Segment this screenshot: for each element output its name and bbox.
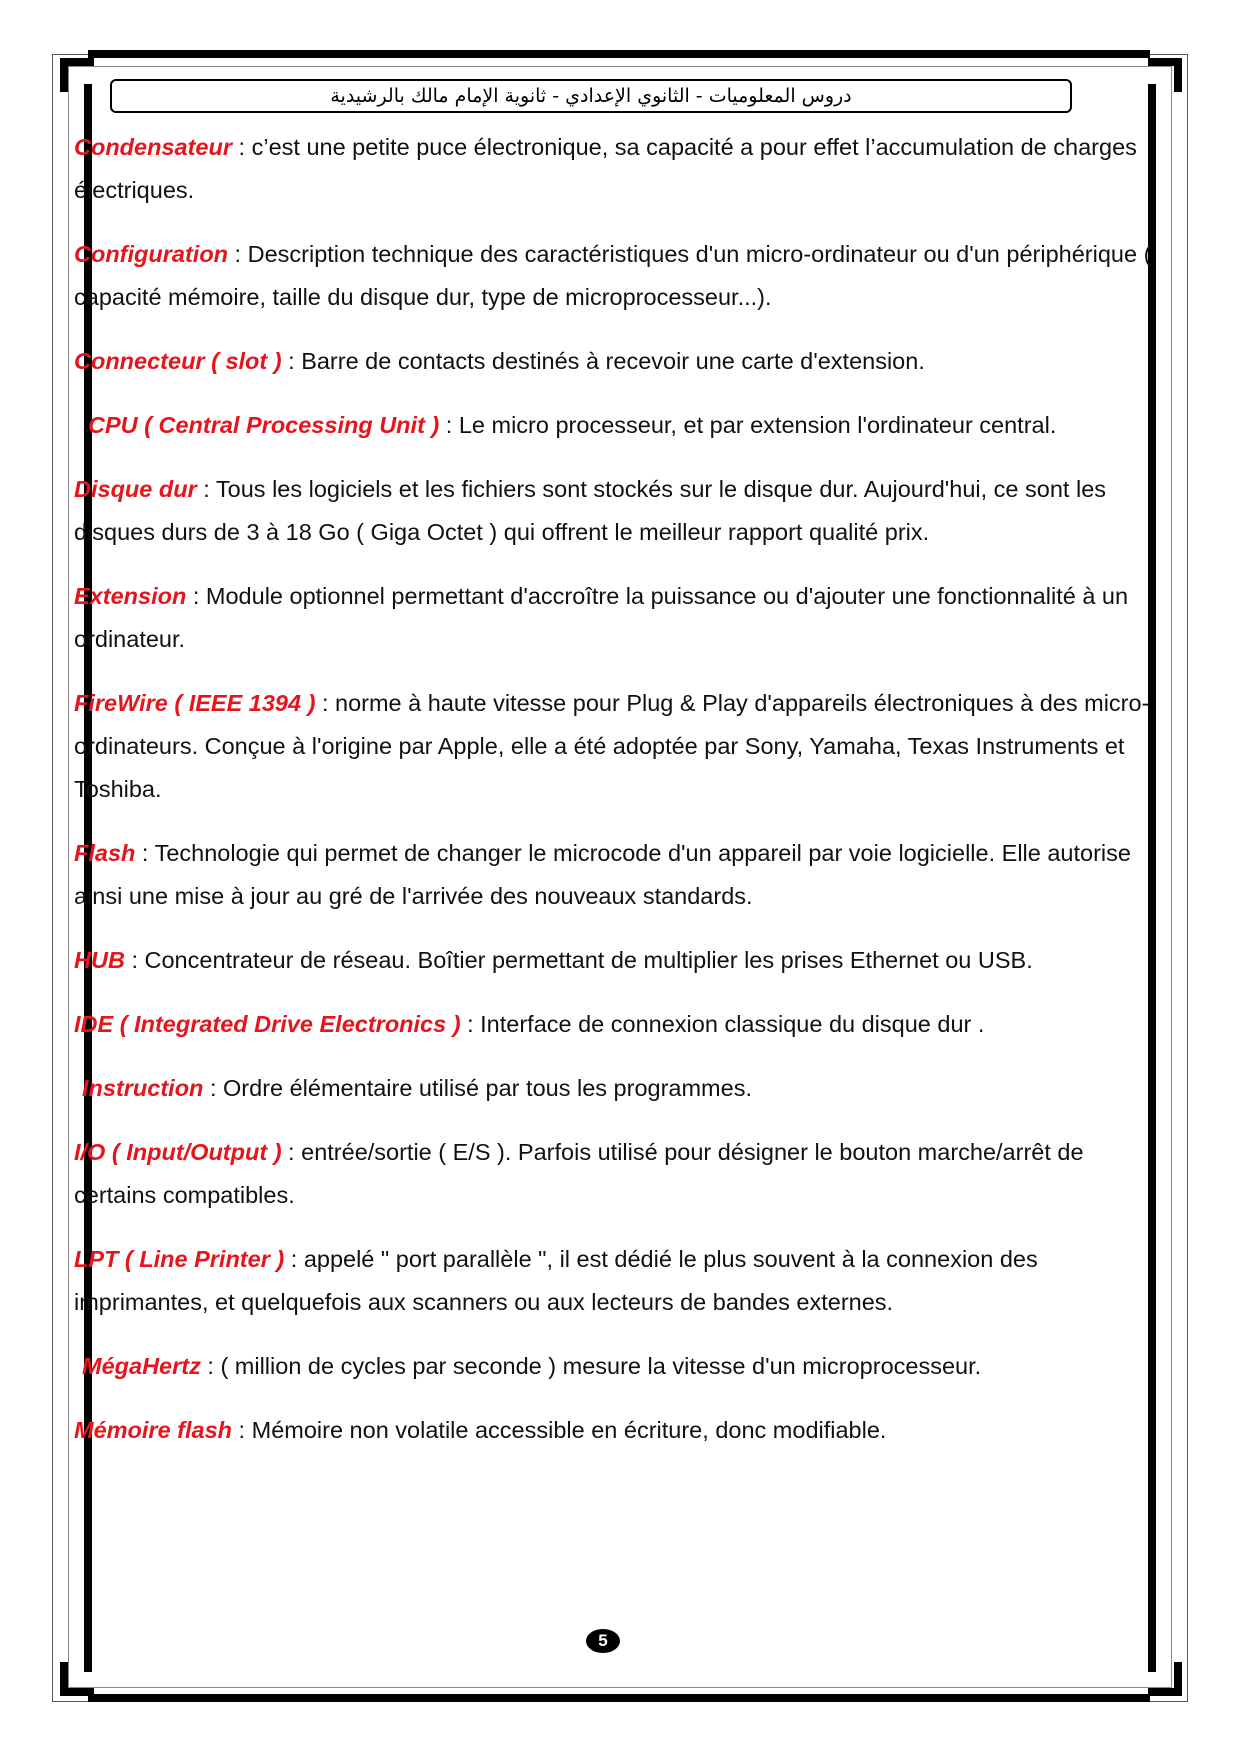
glossary-entry — [74, 832, 1170, 918]
glossary-definition: norme à haute vitesse pour Plug & Play d'appareils électroniques à des micro-ordinateurs. Conçue à l'origine par Apple, elle a été adoptée par Sony, Yamaha, Texas Instruments et Toshiba. — [74, 690, 1150, 802]
glossary-term: HUB — [74, 947, 125, 973]
glossary-definition: Technologie qui permet de changer le microcode d'un appareil par voie logicielle. Elle autorise ainsi une mise à jour au gré de l'arrivée des nouveaux standards. — [74, 840, 1131, 909]
glossary-definition: Ordre élémentaire utilisé par tous les programmes. — [223, 1075, 752, 1101]
glossary-term: LPT ( Line Printer ) — [74, 1246, 285, 1272]
page-header — [110, 79, 1072, 113]
glossary-definition: entrée/sortie ( E/S ). Parfois utilisé pour désigner le bouton marche/arrêt de certains compatibles. — [74, 1139, 1084, 1208]
header-title: دروس المعلوميات - الثانوي الإعدادي - ثانوية الإمام مالك بالرشيدية — [330, 85, 852, 107]
glossary-entry — [74, 404, 1170, 447]
frame-top-bar — [88, 50, 1150, 58]
glossary-definition: Tous les logiciels et les fichiers sont stockés sur le disque dur. Aujourd'hui, ce sont les disques durs de 3 à 18 Go ( Giga Octet ) qui offrent le meilleur rapport qualité prix. — [74, 476, 1107, 545]
glossary-definition: c’est une petite puce électronique, sa capacité a pour effet l’accumulation de charges électriques. — [74, 134, 1137, 203]
term-separator: : — [284, 1246, 304, 1272]
glossary-entry — [74, 1131, 1170, 1217]
term-separator: : — [315, 690, 336, 716]
glossary-content — [74, 126, 1170, 1473]
frame-corner-top-left — [60, 58, 94, 92]
term-separator: : — [232, 134, 252, 160]
glossary-entry — [74, 1238, 1170, 1324]
glossary-term: Configuration — [74, 241, 229, 267]
glossary-definition: Concentrateur de réseau. Boîtier permettant de multiplier les prises Ethernet ou USB. — [144, 947, 1033, 973]
glossary-term: FireWire ( IEEE 1394 ) — [74, 690, 316, 716]
glossary-definition: Module optionnel permettant d'accroître la puissance ou d'ajouter une fonctionnalité à un ordinateur. — [74, 583, 1129, 652]
term-separator: : — [460, 1011, 481, 1037]
frame-bottom-bar — [88, 1694, 1150, 1702]
term-separator: : — [281, 1139, 302, 1165]
glossary-definition: Le micro processeur, et par extension l'ordinateur central. — [458, 412, 1057, 438]
glossary-term: MégaHertz — [82, 1353, 201, 1379]
term-separator: : — [203, 1075, 224, 1101]
glossary-term: Extension — [74, 583, 187, 609]
frame-corner-bottom-left — [60, 1662, 94, 1696]
glossary-entry — [74, 575, 1170, 661]
page-number-badge — [586, 1629, 620, 1653]
glossary-term: Connecteur ( slot ) — [74, 348, 282, 374]
term-separator: : — [196, 476, 216, 502]
glossary-definition: Barre de contacts destinés à recevoir une carte d'extension. — [301, 348, 925, 374]
glossary-entry — [74, 126, 1170, 212]
glossary-term: IDE ( Integrated Drive Electronics ) — [74, 1011, 461, 1037]
glossary-entry — [74, 233, 1170, 319]
frame-corner-bottom-right — [1148, 1662, 1182, 1696]
term-separator: : — [186, 583, 206, 609]
term-separator: : — [232, 1417, 252, 1443]
glossary-definition: appelé " port parallèle ", il est dédié le plus souvent à la connexion des imprimantes, et quelquefois aux scanners ou aux lecteurs de bandes externes. — [74, 1246, 1038, 1315]
glossary-entry — [74, 1067, 1170, 1110]
term-separator: : — [439, 412, 459, 438]
glossary-term: Instruction — [82, 1075, 204, 1101]
page-number: 5 — [598, 1631, 608, 1650]
glossary-term: I/O ( Input/Output ) — [74, 1139, 282, 1165]
glossary-term: Condensateur — [74, 134, 232, 160]
glossary-definition: ( million de cycles par seconde ) mesure la vitesse d'un microprocesseur. — [220, 1353, 982, 1379]
glossary-entry — [74, 468, 1170, 554]
glossary-entry — [74, 682, 1170, 811]
term-separator: : — [228, 241, 248, 267]
glossary-entry — [74, 1003, 1170, 1046]
glossary-entry — [74, 340, 1170, 383]
glossary-definition: Description technique des caractéristiques d'un micro-ordinateur ou d'un périphérique ( capacité mémoire, taille du disque dur, type de microprocesseur...). — [74, 241, 1152, 310]
glossary-entry — [74, 1345, 1170, 1388]
glossary-term: CPU ( Central Processing Unit ) — [88, 412, 440, 438]
glossary-definition: Mémoire non volatile accessible en écriture, donc modifiable. — [251, 1417, 887, 1443]
glossary-entry — [74, 1409, 1170, 1452]
glossary-term: Mémoire flash — [74, 1417, 233, 1443]
glossary-entry — [74, 939, 1170, 982]
term-separator: : — [124, 947, 145, 973]
term-separator: : — [135, 840, 155, 866]
glossary-definition: Interface de connexion classique du disque dur . — [480, 1011, 985, 1037]
frame-corner-top-right — [1148, 58, 1182, 92]
term-separator: : — [200, 1353, 221, 1379]
term-separator: : — [281, 348, 302, 374]
glossary-term: Disque dur — [74, 476, 197, 502]
glossary-term: Flash — [74, 840, 136, 866]
